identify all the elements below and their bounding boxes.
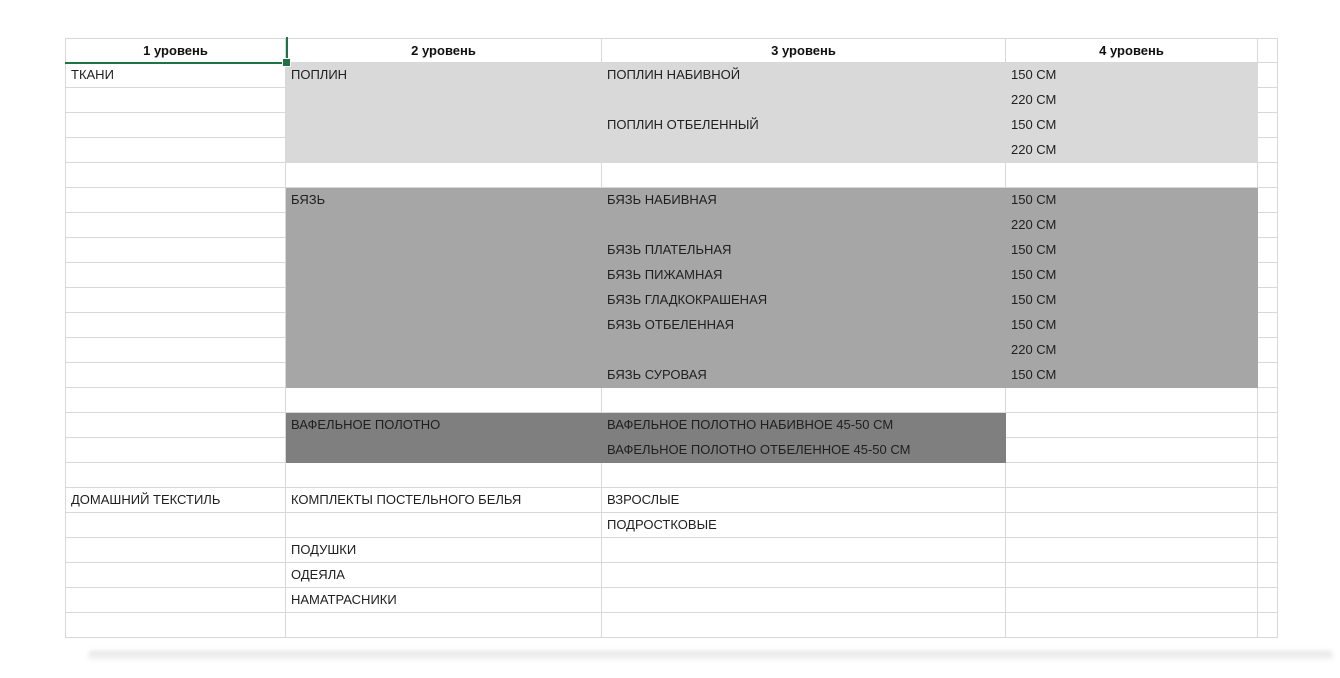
cell-r8-c5[interactable] [1258,238,1278,263]
cell-r3-c3[interactable]: ПОПЛИН ОТБЕЛЕННЫЙ [602,113,1006,138]
cell-r23-c2[interactable] [286,613,602,638]
header-cell-2[interactable]: 2 уровень [286,39,602,63]
cell-r8-c3[interactable]: БЯЗЬ ПЛАТЕЛЬНАЯ [602,238,1006,263]
cell-r11-c1[interactable] [66,313,286,338]
cell-r7-c5[interactable] [1258,213,1278,238]
cell-r21-c5[interactable] [1258,563,1278,588]
cell-r22-c3[interactable] [602,588,1006,613]
cell-r5-c2[interactable] [286,163,602,188]
cell-r19-c1[interactable] [66,513,286,538]
cell-r1-c2[interactable]: ПОПЛИН [286,63,602,88]
cell-r13-c1[interactable] [66,363,286,388]
cell-r6-c3[interactable]: БЯЗЬ НАБИВНАЯ [602,188,1006,213]
cell-r1-c3[interactable]: ПОПЛИН НАБИВНОЙ [602,63,1006,88]
cell-r13-c3[interactable]: БЯЗЬ СУРОВАЯ [602,363,1006,388]
cell-r2-c2[interactable] [286,88,602,113]
cell-r16-c3[interactable]: ВАФЕЛЬНОЕ ПОЛОТНО ОТБЕЛЕННОЕ 45-50 СМ [602,438,1006,463]
cell-r3-c5[interactable] [1258,113,1278,138]
cell-r10-c1[interactable] [66,288,286,313]
cell-r9-c5[interactable] [1258,263,1278,288]
cell-r14-c3[interactable] [602,388,1006,413]
cell-r4-c5[interactable] [1258,138,1278,163]
cell-r18-c1[interactable]: ДОМАШНИЙ ТЕКСТИЛЬ [66,488,286,513]
cell-r15-c5[interactable] [1258,413,1278,438]
cell-r5-c5[interactable] [1258,163,1278,188]
cell-r2-c3[interactable] [602,88,1006,113]
cell-r14-c4[interactable] [1006,388,1258,413]
cell-r11-c2[interactable] [286,313,602,338]
cell-r13-c2[interactable] [286,363,602,388]
cell-r22-c2[interactable]: НАМАТРАСНИКИ [286,588,602,613]
cell-r6-c1[interactable] [66,188,286,213]
cell-r23-c1[interactable] [66,613,286,638]
cell-r20-c2[interactable]: ПОДУШКИ [286,538,602,563]
cell-r22-c1[interactable] [66,588,286,613]
cell-r11-c5[interactable] [1258,313,1278,338]
cell-r6-c4[interactable]: 150 СМ [1006,188,1258,213]
cell-r3-c1[interactable] [66,113,286,138]
cell-r4-c2[interactable] [286,138,602,163]
header-cell-3[interactable]: 3 уровень [602,39,1006,63]
cell-r16-c4[interactable] [1006,438,1258,463]
cell-r7-c3[interactable] [602,213,1006,238]
cell-r21-c3[interactable] [602,563,1006,588]
header-cell-5[interactable] [1258,39,1278,63]
cell-r1-c4[interactable]: 150 СМ [1006,63,1258,88]
cell-r8-c1[interactable] [66,238,286,263]
cell-r19-c4[interactable] [1006,513,1258,538]
cell-r14-c1[interactable] [66,388,286,413]
cell-r12-c3[interactable] [602,338,1006,363]
cell-r5-c3[interactable] [602,163,1006,188]
cell-r20-c5[interactable] [1258,538,1278,563]
cell-r2-c1[interactable] [66,88,286,113]
cell-r1-c5[interactable] [1258,63,1278,88]
cell-r17-c2[interactable] [286,463,602,488]
cell-r16-c1[interactable] [66,438,286,463]
cell-r18-c4[interactable] [1006,488,1258,513]
cell-r9-c3[interactable]: БЯЗЬ ПИЖАМНАЯ [602,263,1006,288]
cell-r3-c2[interactable] [286,113,602,138]
cell-r12-c1[interactable] [66,338,286,363]
cell-r12-c5[interactable] [1258,338,1278,363]
cell-r23-c4[interactable] [1006,613,1258,638]
cell-r21-c1[interactable] [66,563,286,588]
cell-r12-c4[interactable]: 220 СМ [1006,338,1258,363]
cell-r15-c1[interactable] [66,413,286,438]
cell-r5-c4[interactable] [1006,163,1258,188]
cell-r18-c2[interactable]: КОМПЛЕКТЫ ПОСТЕЛЬНОГО БЕЛЬЯ [286,488,602,513]
cell-r11-c3[interactable]: БЯЗЬ ОТБЕЛЕННАЯ [602,313,1006,338]
cell-r8-c4[interactable]: 150 СМ [1006,238,1258,263]
cell-r4-c4[interactable]: 220 СМ [1006,138,1258,163]
cell-r6-c5[interactable] [1258,188,1278,213]
header-cell-1[interactable]: 1 уровень [66,39,286,63]
cell-r4-c3[interactable] [602,138,1006,163]
cell-r9-c1[interactable] [66,263,286,288]
cell-r23-c3[interactable] [602,613,1006,638]
cell-r14-c2[interactable] [286,388,602,413]
cell-r6-c2[interactable]: БЯЗЬ [286,188,602,213]
cell-r16-c5[interactable] [1258,438,1278,463]
cell-r10-c3[interactable]: БЯЗЬ ГЛАДКОКРАШЕНАЯ [602,288,1006,313]
cell-r21-c4[interactable] [1006,563,1258,588]
cell-r4-c1[interactable] [66,138,286,163]
cell-r15-c4[interactable] [1006,413,1258,438]
cell-r2-c4[interactable]: 220 СМ [1006,88,1258,113]
cell-r5-c1[interactable] [66,163,286,188]
cell-r1-c1[interactable]: ТКАНИ [66,63,286,88]
cell-r10-c5[interactable] [1258,288,1278,313]
cell-r7-c4[interactable]: 220 СМ [1006,213,1258,238]
cell-r14-c5[interactable] [1258,388,1278,413]
cell-r10-c2[interactable] [286,288,602,313]
cell-r16-c2[interactable] [286,438,602,463]
sheet-grid [65,38,1278,638]
cell-r19-c2[interactable] [286,513,602,538]
cell-r17-c5[interactable] [1258,463,1278,488]
cell-r22-c5[interactable] [1258,588,1278,613]
cell-r18-c5[interactable] [1258,488,1278,513]
cell-r13-c4[interactable]: 150 СМ [1006,363,1258,388]
cell-r17-c3[interactable] [602,463,1006,488]
cell-r7-c2[interactable] [286,213,602,238]
cell-r19-c5[interactable] [1258,513,1278,538]
cell-r19-c3[interactable]: ПОДРОСТКОВЫЕ [602,513,1006,538]
cell-r18-c3[interactable]: ВЗРОСЛЫЕ [602,488,1006,513]
cell-r21-c2[interactable]: ОДЕЯЛА [286,563,602,588]
header-cell-4[interactable]: 4 уровень [1006,39,1258,63]
cell-r12-c2[interactable] [286,338,602,363]
cell-r15-c2[interactable]: ВАФЕЛЬНОЕ ПОЛОТНО [286,413,602,438]
cell-r20-c4[interactable] [1006,538,1258,563]
cell-r20-c1[interactable] [66,538,286,563]
cell-r17-c1[interactable] [66,463,286,488]
cell-r3-c4[interactable]: 150 СМ [1006,113,1258,138]
cell-r2-c5[interactable] [1258,88,1278,113]
cell-r10-c4[interactable]: 150 СМ [1006,288,1258,313]
cell-r20-c3[interactable] [602,538,1006,563]
cell-r17-c4[interactable] [1006,463,1258,488]
cell-r9-c2[interactable] [286,263,602,288]
cell-r13-c5[interactable] [1258,363,1278,388]
cell-r8-c2[interactable] [286,238,602,263]
cell-r23-c5[interactable] [1258,613,1278,638]
cell-r22-c4[interactable] [1006,588,1258,613]
cell-r15-c3[interactable]: ВАФЕЛЬНОЕ ПОЛОТНО НАБИВНОЕ 45-50 СМ [602,413,1006,438]
cell-r7-c1[interactable] [66,213,286,238]
cell-r11-c4[interactable]: 150 СМ [1006,313,1258,338]
cell-r9-c4[interactable]: 150 СМ [1006,263,1258,288]
sheet-bottom-shadow [88,651,1333,662]
